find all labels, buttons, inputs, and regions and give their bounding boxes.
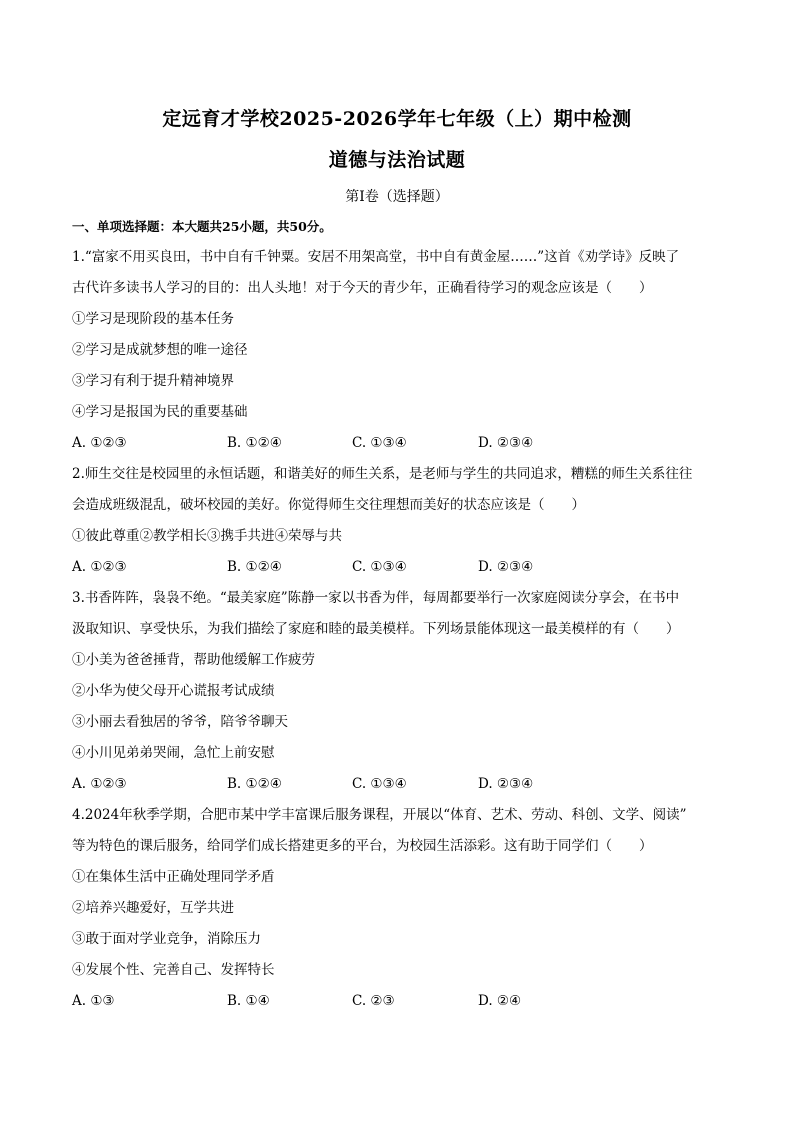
option-b: B. ①④	[227, 993, 270, 1009]
statement-item: ③小丽去看独居的爷爷，陪爷爷聊天	[72, 714, 288, 730]
option-d: D. ②③④	[478, 559, 534, 575]
statement-item: ①小美为爸爸捶背，帮助他缓解工作疲劳	[72, 652, 315, 668]
option-b: B. ①②④	[227, 776, 282, 792]
option-a: A. ①②③	[72, 559, 127, 575]
volume-label: 第Ⅰ卷（选择题）	[345, 189, 449, 205]
exam-title: 定远育才学校2025-2026学年七年级（上）期中检测	[162, 108, 632, 130]
answer-options	[72, 428, 724, 459]
question-1	[72, 242, 724, 459]
option-c: C. ①③④	[352, 435, 407, 451]
subject-title: 道德与法治试题	[328, 149, 466, 171]
section-heading: 一、单项选择题：本大题共25小题，共50分。	[72, 219, 332, 234]
option-a: A. ①②③	[72, 776, 127, 792]
statement-item: ④小川见弟弟哭闹，急忙上前安慰	[72, 745, 275, 761]
question-stem-line: 会造成班级混乱，破坏校园的美好。你觉得师生交往理想而美好的状态应该是（ ）	[72, 497, 585, 513]
option-c: C. ①③④	[352, 776, 407, 792]
question-2	[72, 459, 724, 583]
statement-item: ①学习是现阶段的基本任务	[72, 311, 234, 327]
option-d: D. ②③④	[478, 776, 534, 792]
question-stem-line: 2.师生交往是校园里的永恒话题，和谐美好的师生关系，是老师与学生的共同追求，糟糕的师生关系往往	[72, 466, 693, 482]
question-3	[72, 583, 724, 800]
statement-item: ②培养兴趣爱好，互学共进	[72, 900, 234, 916]
question-content	[72, 212, 724, 1017]
option-c: C. ①③④	[352, 559, 407, 575]
question-stem-line: 等为特色的课后服务，给同学们成长搭建更多的平台，为校园生活添彩。这有助于同学们（ ）	[72, 838, 653, 854]
answer-options	[72, 986, 724, 1017]
question-stem-line: 1.“富家不用买良田，书中自有千钟粟。安居不用架高堂，书中自有黄金屋……”这首《劝学诗》反映了	[72, 249, 680, 265]
statement-item: ③学习有利于提升精神境界	[72, 373, 234, 389]
option-b: B. ①②④	[227, 435, 282, 451]
question-stem-line: 3.书香阵阵，袅袅不绝。“最美家庭”陈静一家以书香为伴，每周都要举行一次家庭阅读分享会，在书中	[72, 590, 680, 606]
statement-item: ②小华为使父母开心谎报考试成绩	[72, 683, 275, 699]
question-stem-line: 4.2024年秋季学期，合肥市某中学丰富课后服务课程，开展以“体育、艺术、劳动、科创、文学、阅读”	[72, 807, 687, 823]
statement-item: ③敢于面对学业竞争，消除压力	[72, 931, 261, 947]
question-stem-line: 古代许多读书人学习的目的：出人头地！对于今天的青少年，正确看待学习的观念应该是（ ）	[72, 280, 653, 296]
option-a: A. ①②③	[72, 435, 127, 451]
question-stem-line: 汲取知识、享受快乐，为我们描绘了家庭和睦的最美模样。下列场景能体现这一最美模样的有（ ）	[72, 621, 680, 637]
option-a: A. ①③	[72, 993, 115, 1009]
option-d: D. ②④	[478, 993, 522, 1009]
option-d: D. ②③④	[478, 435, 534, 451]
option-c: C. ②③	[352, 993, 395, 1009]
option-b: B. ①②④	[227, 559, 282, 575]
statement-item: ①在集体生活中正确处理同学矛盾	[72, 869, 275, 885]
statement-item: ①彼此尊重②教学相长③携手共进④荣辱与共	[72, 528, 342, 544]
statement-item: ④学习是报国为民的重要基础	[72, 404, 248, 420]
answer-options	[72, 552, 724, 583]
statement-item: ②学习是成就梦想的唯一途径	[72, 342, 248, 358]
statement-item: ④发展个性、完善自己、发挥特长	[72, 962, 275, 978]
question-4	[72, 800, 724, 1017]
answer-options	[72, 769, 724, 800]
